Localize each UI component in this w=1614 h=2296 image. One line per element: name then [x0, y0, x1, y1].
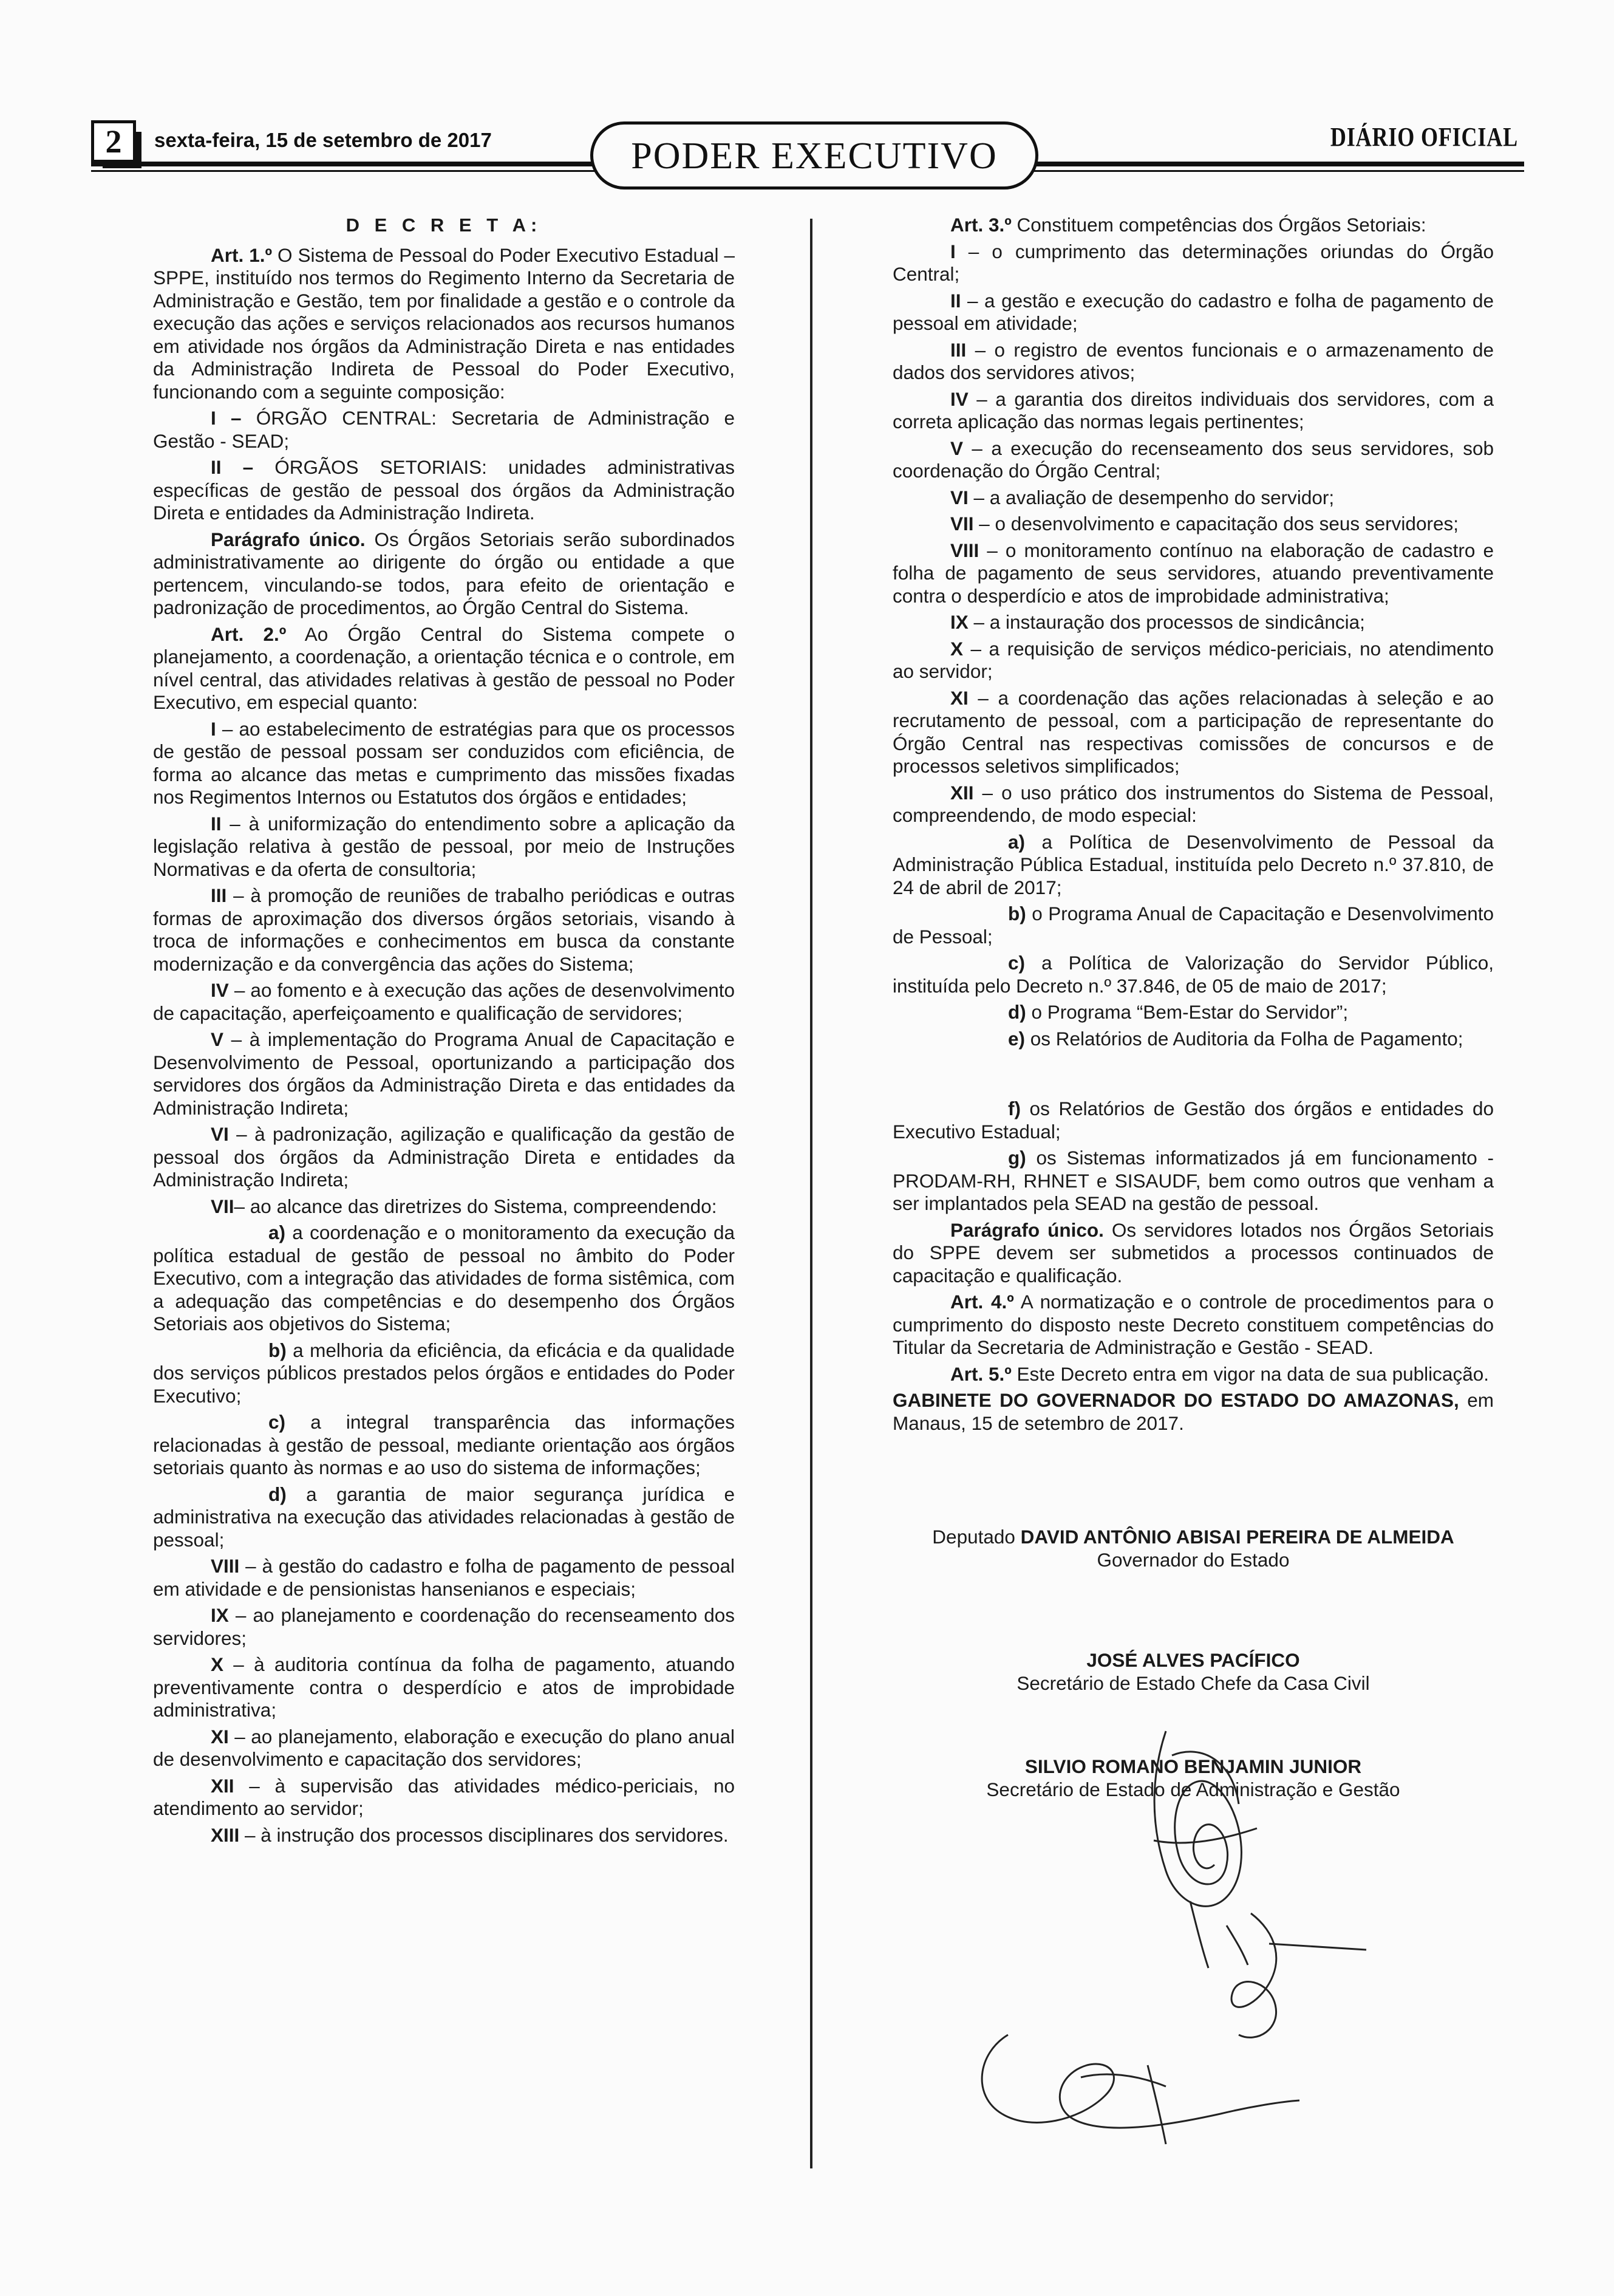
- article-4: Art. 4.º A normatização e o controle de procedimentos para o cumprimento do disposto neste Decreto constituem competências do Titular da Secretaria de Administração e Gestão - SEAD.: [893, 1291, 1494, 1358]
- signature-casa-civil: [893, 1649, 1494, 1695]
- signature-sead: [893, 1755, 1494, 1801]
- article-2-item-9: IX – ao planejamento e coordenação do recenseamento dos servidores;: [153, 1604, 735, 1649]
- article-2-item-7-c: c) a integral transparência das informações relacionadas à gestão de pessoal, mediante orientação aos órgãos setoriais quanto às normas e ao uso do sistema de informações;: [153, 1411, 735, 1478]
- article-2-item-13: XIII – à instrução dos processos disciplinares dos servidores.: [211, 1823, 729, 1846]
- article-2-item-3: III – à promoção de reuniões de trabalho periódicas e outras formas de aproximação dos diversos órgãos setoriais, visando à troca de informações e conhecimentos em busca da constante modernização e da convergência das ações do Sistema;: [153, 884, 735, 975]
- article-2-item-11: XI – ao planejamento, elaboração e execução do plano anual de desenvolvimento e capacitação dos servidores;: [153, 1725, 735, 1770]
- article-3-item-3: III – o registro de eventos funcionais e o armazenamento de dados dos servidores ativos;: [893, 338, 1494, 383]
- right-column: [893, 214, 1494, 1801]
- article-3-item-8: VIII – o monitoramento contínuo na elaboração de cadastro e folha de pagamento de seus servidores, atuando preventivamente contra o desperdício e atos de improbidade administrativa;: [893, 539, 1494, 607]
- article-1-item-2: II – ÓRGÃOS SETORIAIS: unidades administrativas específicas de gestão de pessoal dos órgãos da Administração Direta e entidades da Administração Indireta.: [153, 456, 735, 524]
- signatory-name-governor: DAVID ANTÔNIO ABISAI PEREIRA DE ALMEIDA: [1020, 1526, 1454, 1548]
- paragrafo-unico-1: Parágrafo único. Os Órgãos Setoriais serão subordinados administrativamente ao dirigente do órgão ou entidade a que pertencem, vinculando-se todos, para efeito de orientação e padronização de procedimentos, ao Órgão Central do Sistema.: [153, 528, 735, 618]
- article-2: Art. 2.º Ao Órgão Central do Sistema compete o planejamento, a coordenação, a orientação técnica e o controle, em nível central, das atividades relativas à gestão de pessoal no Poder Executivo, em especial quanto:: [153, 623, 735, 713]
- signatory-prefix: Deputado: [932, 1526, 1021, 1548]
- article-1-item-1: I – ÓRGÃO CENTRAL: Secretaria de Administração e Gestão - SEAD;: [153, 407, 735, 452]
- article-2-item-1: I – ao estabelecimento de estratégias para que os processos de gestão de pessoal possam ser conduzidos com eficiência, de forma ao alcance das metas e cumprimento das missões fixadas nos Regimentos Internos ou Estatutos dos órgãos e entidades;: [153, 717, 735, 808]
- article-3-item-12-a: a) a Política de Desenvolvimento de Pessoal da Administração Pública Estadual, instituída pelo Decreto n.º 37.810, de 24 de abril de 2017;: [893, 830, 1494, 898]
- header-date: sexta-feira, 15 de setembro de 2017: [154, 129, 492, 151]
- signatory-role-casa-civil: Secretário de Estado Chefe da Casa Civil: [1016, 1672, 1370, 1694]
- article-3-item-11: XI – a coordenação das ações relacionadas à seleção e ao recrutamento de pessoal, com a participação de representante do Órgão Central nas respectivas comissões de concursos e de processos seletivos simplificados;: [893, 686, 1494, 777]
- article-3-item-5: V – a execução do recenseamento dos seus servidores, sob coordenação do Órgão Central;: [893, 437, 1494, 482]
- gabinete-closing: GABINETE DO GOVERNADOR DO ESTADO DO AMAZONAS, em Manaus, 15 de setembro de 2017.: [893, 1389, 1494, 1434]
- article-3-item-1: I – o cumprimento das determinações oriundas do Órgão Central;: [893, 240, 1494, 285]
- article-3-item-12-e: e) os Relatórios de Auditoria da Folha de Pagamento;: [1008, 1027, 1463, 1050]
- signatory-role-governor: Governador do Estado: [1097, 1548, 1290, 1571]
- signatory-name-casa-civil: JOSÉ ALVES PACÍFICO: [1086, 1649, 1300, 1671]
- signature-governor: [893, 1526, 1494, 1571]
- handwritten-signature-casa-civil: [1190, 1907, 1372, 2047]
- article-3-item-7: VII – o desenvolvimento e capacitação dos seus servidores;: [950, 513, 1459, 535]
- article-2-item-5: V – à implementação do Programa Anual de Capacitação e Desenvolvimento de Pessoal, oportunizando a participação dos servidores dos órgãos da Administração Direta e das entidades da Administração Indireta;: [153, 1028, 735, 1119]
- handwritten-signature-sead: [965, 2029, 1306, 2150]
- article-3: Art. 3.º Constituem competências dos Órgãos Setoriais:: [950, 214, 1426, 236]
- article-1: Art. 1.º O Sistema de Pessoal do Poder Executivo Estadual – SPPE, instituído nos termos do Regimento Interno da Secretaria de Administração e Gestão, tem por finalidade a gestão e o controle da execução das ações e serviços relacionados aos recursos humanos em atividade nos órgãos da Administração Direta e nas entidades da Administração Indireta de Pessoal do Poder Executivo, funcionando com a seguinte composição:: [153, 244, 735, 403]
- article-3-item-12-f: f) os Relatórios de Gestão dos órgãos e entidades do Executivo Estadual;: [893, 1098, 1494, 1143]
- article-2-item-7-a: a) a coordenação e o monitoramento da execução da política estadual de gestão de pessoal no âmbito do Poder Executivo, com a integração das atividades de forma sistêmica, com a adequação das competências e do desempenho dos Órgãos Setoriais aos objetivos do Sistema;: [153, 1221, 735, 1334]
- article-3-item-6: VI – a avaliação de desempenho do servidor;: [950, 486, 1335, 508]
- column-divider: [810, 219, 812, 2168]
- article-3-item-10: X – a requisição de serviços médico-periciais, no atendimento ao servidor;: [893, 637, 1494, 682]
- page-number: 2: [91, 120, 136, 163]
- article-3-item-2: II – a gestão e execução do cadastro e folha de pagamento de pessoal em atividade;: [893, 289, 1494, 334]
- left-column: [153, 214, 735, 1850]
- article-3-item-12-b: b) o Programa Anual de Capacitação e Desenvolvimento de Pessoal;: [893, 903, 1494, 948]
- article-2-item-10: X – à auditoria contínua da folha de pagamento, atuando preventivamente contra o desperdício e atos de improbidade administrativa;: [153, 1653, 735, 1721]
- article-3-item-9: IX – a instauração dos processos de sindicância;: [950, 611, 1365, 633]
- section-title: PODER EXECUTIVO: [590, 121, 1038, 190]
- article-2-item-6: VI – à padronização, agilização e qualificação da gestão de pessoal dos órgãos da Administração Direta e entidades da Administração Indireta;: [153, 1123, 735, 1191]
- decreta-heading: D E C R E T A:: [346, 214, 542, 236]
- signatory-role-sead: Secretário de Estado de Administração e Gestão: [986, 1778, 1400, 1800]
- article-2-item-7-b: b) a melhoria da eficiência, da eficácia e da qualidade dos serviços públicos prestados pelos órgãos e entidades do Poder Executivo;: [153, 1339, 735, 1407]
- article-2-item-2: II – à uniformização do entendimento sobre a aplicação da legislação relativa à gestão de pessoal, por meio de Instruções Normativas e da oferta de consultoria;: [153, 812, 735, 880]
- article-3-item-12-c: c) a Política de Valorização do Servidor Público, instituída pelo Decreto n.º 37.846, de 05 de maio de 2017;: [893, 952, 1494, 997]
- journal-title: DIÁRIO OFICIAL: [1330, 122, 1518, 152]
- article-2-item-12: XII – à supervisão das atividades médico-periciais, no atendimento ao servidor;: [153, 1774, 735, 1819]
- article-5: Art. 5.º Este Decreto entra em vigor na data de sua publicação.: [950, 1362, 1489, 1385]
- article-3-item-12-d: d) o Programa “Bem-Estar do Servidor”;: [1008, 1001, 1349, 1023]
- article-2-item-8: VIII – à gestão do cadastro e folha de pagamento de pessoal em atividade e de pensionistas hansenianos e especiais;: [153, 1555, 735, 1600]
- article-2-item-7: VII– ao alcance das diretrizes do Sistema, compreendendo:: [211, 1195, 717, 1217]
- article-2-item-7-d: d) a garantia de maior segurança jurídica e administrativa na execução das atividades relacionadas à gestão de pessoal;: [153, 1483, 735, 1551]
- article-3-item-12-g: g) os Sistemas informatizados já em funcionamento - PRODAM-RH, RHNET e SISAUDF, bem como outros que venham a ser implantados pela SEAD na gestão de pessoal.: [893, 1147, 1494, 1214]
- article-3-item-4: IV – a garantia dos direitos individuais dos servidores, com a correta aplicação das normas legais pertinentes;: [893, 388, 1494, 432]
- article-3-item-12: XII – o uso prático dos instrumentos do Sistema de Pessoal, compreendendo, de modo especial:: [893, 781, 1494, 826]
- paragrafo-unico-2: Parágrafo único. Os servidores lotados nos Órgãos Setoriais do SPPE devem ser submetidos a processos continuados de capacitação e qualificação.: [893, 1218, 1494, 1286]
- signatory-name-sead: SILVIO ROMANO BENJAMIN JUNIOR: [1024, 1755, 1362, 1777]
- article-2-item-4: IV – ao fomento e à execução das ações de desenvolvimento de capacitação, aperfeiçoamento e qualificação de servidores;: [153, 979, 735, 1024]
